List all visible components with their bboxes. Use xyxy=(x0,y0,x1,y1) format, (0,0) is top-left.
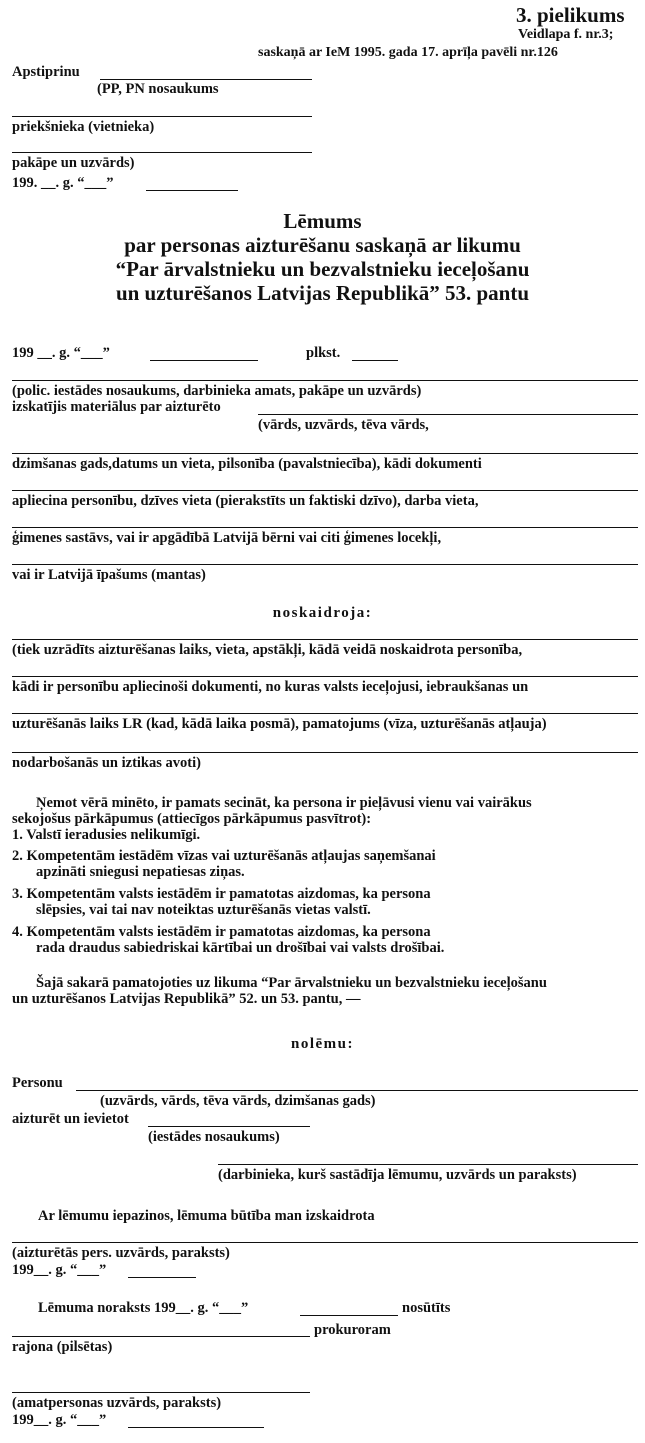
approval-date: 199. __. g. “___” xyxy=(12,175,114,191)
copy-date-line[interactable] xyxy=(300,1315,398,1316)
document-title-line4: un uzturēšanos Latvijas Republikā” 53. pantu xyxy=(115,281,530,305)
birth-line[interactable] xyxy=(12,453,638,454)
annex-label: 3. pielikums xyxy=(516,3,625,27)
form-number: Veidlapa f. nr.3; xyxy=(518,27,614,42)
findings-line-1[interactable] xyxy=(12,639,638,640)
detainee-signature-line[interactable] xyxy=(12,1242,638,1243)
time-line[interactable] xyxy=(352,360,398,361)
grounds-intro-2: sekojošus pārkāpumus (attiecīgos pārkāpumus pasvītrot): xyxy=(12,811,372,827)
district-label: rajona (pilsētas) xyxy=(12,1339,113,1355)
decision-heading: nolēmu: xyxy=(291,1036,354,1052)
official-date: 199__. g. “___” xyxy=(12,1412,107,1428)
approval-line[interactable] xyxy=(100,79,312,80)
police-hint: (polic. iestādes nosaukums, darbinieka amats, pakāpe un uzvārds) xyxy=(12,383,422,399)
detain-label: aizturēt un ievietot xyxy=(12,1111,129,1127)
violation-item-4: 4. Kompetentām valsts iestādēm ir pamatotas aizdomas, ka persona xyxy=(12,924,431,940)
decision-date: 199 __. g. “___” xyxy=(12,345,110,361)
findings-hint-2: kādi ir personību apliecinoši dokumenti, no kuras valsts ieceļojusi, iebraukšanas un xyxy=(12,679,529,695)
official-signature-line[interactable] xyxy=(12,1392,310,1393)
approval-hint-chief: priekšnieka (vietnieka) xyxy=(12,119,155,135)
institution-line[interactable] xyxy=(148,1126,310,1127)
official-date-line[interactable] xyxy=(128,1427,264,1428)
officer-line[interactable] xyxy=(218,1164,638,1165)
person-hint: (uzvārds, vārds, tēva vārds, dzimšanas gads) xyxy=(100,1093,376,1109)
reviewed-label: izskatījis materiālus par aizturēto xyxy=(12,399,221,415)
document-title-line3: “Par ārvalstnieku un bezvalstnieku ieceļošanu xyxy=(115,257,530,281)
time-label: plkst. xyxy=(306,345,341,361)
violation-item-3-cont: slēpsies, vai tai nav noteiktas uzturēšanās vietas valstī. xyxy=(36,902,371,918)
approval-line-2[interactable] xyxy=(12,116,312,117)
official-signature-hint: (amatpersonas uzvārds, paraksts) xyxy=(12,1395,222,1411)
decision-date-line[interactable] xyxy=(150,360,258,361)
acquainted-text: Ar lēmumu iepazinos, lēmuma būtība man izskaidrota xyxy=(38,1208,375,1224)
legal-basis-2: un uzturēšanos Latvijas Republikā” 52. un 53. pantu, — xyxy=(12,991,361,1007)
findings-line-3[interactable] xyxy=(12,713,638,714)
prosecutor-line[interactable] xyxy=(12,1336,310,1337)
copy-sent-suffix: nosūtīts xyxy=(402,1300,451,1316)
findings-heading: noskaidroja: xyxy=(272,605,373,621)
approval-date-line[interactable] xyxy=(146,190,238,191)
copy-sent-text: Lēmuma noraksts 199__. g. “___” xyxy=(38,1300,249,1316)
prosecutor-label: prokuroram xyxy=(314,1322,391,1338)
violation-item-4-cont: rada draudus sabiedriskai kārtībai un drošībai vai valsts drošībai. xyxy=(36,940,445,956)
violation-item-1: 1. Valstī ieradusies nelikumīgi. xyxy=(12,827,201,843)
birth-hint: dzimšanas gads,datums un vieta, pilsonība (pavalstniecība), kādi dokumenti xyxy=(12,456,482,472)
legal-basis: Šajā sakarā pamatojoties uz likuma “Par ārvalstnieku un bezvalstnieku ieceļošanu xyxy=(36,975,547,991)
family-line[interactable] xyxy=(12,527,638,528)
document-title: Lēmums xyxy=(283,209,362,233)
acquainted-date: 199__. g. “___” xyxy=(12,1262,107,1278)
approval-hint-rank: pakāpe un uzvārds) xyxy=(12,155,135,171)
residence-hint: apliecina personību, dzīves vieta (pierakstīts un faktiski dzīvo), darba vieta, xyxy=(12,493,479,509)
document-title-line2: par personas aizturēšanu saskaņā ar likumu xyxy=(124,233,521,257)
grounds-intro: Ņemot vērā minēto, ir pamats secināt, ka persona ir pieļāvusi vienu vai vairākus xyxy=(36,795,532,811)
police-line[interactable] xyxy=(12,380,638,381)
violation-item-2-cont: apzināti sniegusi nepatiesas ziņas. xyxy=(36,864,245,880)
order-reference: saskaņā ar IeM 1995. gada 17. aprīļa pavēli nr.126 xyxy=(258,45,558,60)
approval-label: Apstiprinu xyxy=(12,64,80,80)
acquainted-date-line[interactable] xyxy=(128,1277,196,1278)
property-hint: vai ir Latvijā īpašums (mantas) xyxy=(12,567,206,583)
institution-hint: (iestādes nosaukums) xyxy=(148,1129,280,1145)
findings-hint-4: nodarbošanās un iztikas avoti) xyxy=(12,755,201,771)
property-line[interactable] xyxy=(12,564,638,565)
approval-hint-institution: (PP, PN nosaukums xyxy=(97,81,219,97)
findings-line-2[interactable] xyxy=(12,676,638,677)
findings-hint-1: (tiek uzrādīts aizturēšanas laiks, vieta, apstākļi, kādā veidā noskaidrota personība, xyxy=(12,642,523,658)
officer-hint: (darbinieka, kurš sastādīja lēmumu, uzvārds un paraksts) xyxy=(218,1167,577,1183)
person-label: Personu xyxy=(12,1075,63,1091)
person-line[interactable] xyxy=(76,1090,638,1091)
residence-line[interactable] xyxy=(12,490,638,491)
family-hint: ģimenes sastāvs, vai ir apgādībā Latvijā bērni vai citi ģimenes locekļi, xyxy=(12,530,442,546)
violation-item-2: 2. Kompetentām iestādēm vīzas vai uzturēšanās atļaujas saņemšanai xyxy=(12,848,436,864)
findings-hint-3: uzturēšanās laiks LR (kad, kādā laika posmā), pamatojums (vīza, uzturēšanās atļauja) xyxy=(12,716,547,732)
detainee-signature-hint: (aizturētās pers. uzvārds, paraksts) xyxy=(12,1245,230,1261)
detainee-line[interactable] xyxy=(258,414,638,415)
approval-line-3[interactable] xyxy=(12,152,312,153)
violation-item-3: 3. Kompetentām valsts iestādēm ir pamatotas aizdomas, ka persona xyxy=(12,886,431,902)
name-hint: (vārds, uzvārds, tēva vārds, xyxy=(258,417,429,433)
findings-line-4[interactable] xyxy=(12,752,638,753)
